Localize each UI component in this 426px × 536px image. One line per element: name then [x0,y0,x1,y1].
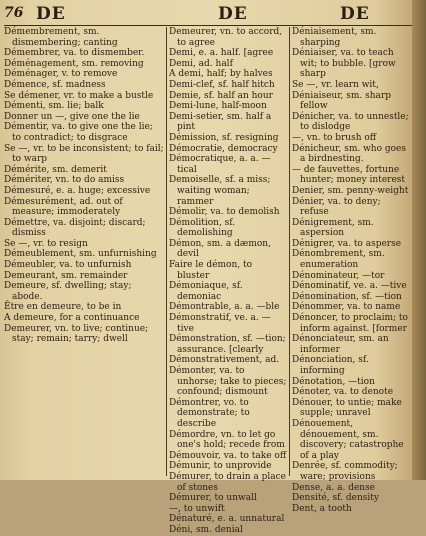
dictionary-entry: Démence, sf. madness [4,79,106,90]
dictionary-entry: Denier, sm. penny-weight [292,185,409,196]
dictionary-entry: Démontrer, vo. to demonstrate; to describe [169,397,250,429]
dictionary-entry: Dénominateur, —tor [292,270,385,281]
dictionary-entry: Déni, sm. denial [169,524,243,535]
dictionary-entry: Démolir, va. to demolish [169,207,280,218]
dictionary-entry: Dénaturé, e. a. unnatural [169,514,285,525]
dictionary-entry: Demeurant, sm. remainder [4,270,128,281]
dictionary-entry: Demeurer, vn. to accord, to agree [169,27,283,48]
dictionary-entry: Démission, sf. resigning [169,132,279,143]
dictionary-entry: Démesurément, ad. out of measure; immoderately [4,196,123,218]
dictionary-entry: Déménagement, sm. removing [4,58,144,69]
dictionary-entry: Demoiselle, sf. a miss; waiting woman; rammer [169,175,271,207]
dictionary-entry: Démesuré, e. a. huge; excessive [4,185,151,196]
running-header-left: DE [36,4,66,24]
dictionary-entry: Déménager, v. to remove [4,69,118,80]
dictionary-entry: Dénoter, va. to denote [292,387,394,398]
dictionary-entry: Démériter, vn. to do amiss [4,175,125,186]
dictionary-entry: Démenti, sm. lie; balk [4,101,104,112]
dictionary-entry: Dénouement, dénouement, sm. discovery; catastrophe of a play [292,418,404,461]
dictionary-entry: Demeurer, vn. to live; continue; stay; remain; tarry; dwell [4,323,149,345]
dictionary-entry: Dénoncer, to proclaim; to inform against. [former [292,313,408,334]
dictionary-entry: Déniaiser, va. to teach wit; to bubble. [grow sharp [292,48,396,80]
dictionary-entry: Faire le démon, to bluster [169,260,253,281]
dictionary-entry: Démocratique, a. a. —tical [169,154,271,175]
dictionary-entry: Démeubler, va. to unfurnish [4,260,132,271]
dictionary-entry: Démonter, va. to unhorse; take to pieces; confound; dismount [169,366,287,398]
dictionary-entry: Dénombrement, sm. enumeration [292,249,385,271]
dictionary-entry: —, vn. to brush off [292,132,377,143]
running-header-right: DE [340,4,370,24]
dictionary-entry: Densité, sf. density [292,493,379,504]
dictionary-entry: A demeure, for a continuance [4,313,140,324]
dictionary-entry: Démonstratif, ve. a. —tive [169,313,271,334]
dictionary-entry: Dénigrement, sm. aspersion [292,217,374,239]
dictionary-entry: Démordre, vn. to let go one's hold; recede from [169,429,285,451]
dictionary-entry: Donner un —, give one the lie [4,111,140,122]
dictionary-entry: Demi-setier, sm. half a pint [169,111,272,133]
dictionary-entry: Démeublement, sm. unfurnishing [4,249,157,260]
dictionary-entry: Démembrer, va. to dismember. [4,48,145,59]
dictionary-entry: Dent, a tooth [292,503,352,514]
column-left [4,27,164,478]
book-spine-shadow [412,0,426,480]
dictionary-entry: Démurer, to unwall [169,493,257,504]
dictionary-entry: Demi-clef, sf. half hitch [169,79,275,90]
dictionary-entry: Dénouer, to untie; make supple; unravel [292,397,402,419]
dictionary-entry: Dénonciateur, sm. an informer [292,334,389,355]
dictionary-entry: Dénominatif, ve. a. —tive [292,281,407,292]
dictionary-entry: Dénonciation, sf. informing [292,355,369,376]
dictionary-entry: Denrée, sf. commodity; ware; provisions [292,461,398,482]
dictionary-entry: Démontrable, a. a. —ble [169,302,280,313]
dictionary-entry: Démoniaque, sf. demoniac [169,281,243,302]
dictionary-entry: Démurer, to drain a place of stones [169,471,286,493]
dictionary-entry: Demi, e. a. half. [agree [169,48,274,59]
dictionary-entry: —, to unwift [169,503,225,514]
dictionary-entry: Déniaisement, sm. sharping [292,27,377,48]
page-number: 76 [4,5,24,21]
dictionary-entry: Demi, ad. half [169,58,233,69]
dictionary-entry: Démocratie, democracy [169,143,278,154]
dictionary-entry: Se —, vr. learn wit, [292,79,379,90]
dictionary-entry: Démon, sm. a dæmon, devil [169,238,271,260]
dictionary-entry: — de fauvettes, fortune hunter; money interest [292,164,406,186]
dictionary-entry: Démouvoir, va. to take off [169,450,287,461]
dictionary-entry: Dénotation, —tion [292,376,375,387]
dictionary-entry: Dénicher, va. to unnestle; to dislodge [292,111,409,133]
dictionary-entry: Demi-lune, half-moon [169,101,267,112]
dictionary-entry: Démettre, va. disjoint; discard; dismiss [4,217,146,239]
dictionary-entry: Démolition, sf. demolishing [169,217,236,239]
dictionary-entry: Démonstration, sf. —tion; assurance. [clearly [169,334,286,355]
dictionary-entry: Dénigrer, va. to asperse [292,238,402,249]
dictionary-entry: Demie, sf. half an hour [169,90,273,101]
dictionary-entry: Être en demeure, to be in [4,302,122,313]
dictionary-entry: Demeure, sf. dwelling; stay; abode. [4,281,132,302]
column-middle [169,27,287,535]
dictionary-entry: Se démener, vr. to make a bustle [4,90,154,101]
dictionary-entry: A demi, half; by halves [169,69,273,80]
column-divider [166,27,167,476]
dictionary-entry: Démembrement, sm. dismembering; canting [4,27,118,48]
running-header-middle: DE [218,4,248,24]
dictionary-entry: Déniaiseur, sm. sharp fellow [292,90,391,112]
dictionary-entry: Dénomination, sf. —tion [292,291,402,302]
dictionary-entry: Se —, vr. to resign [4,238,88,249]
dictionary-entry: Dénommer, va. to name [292,302,401,313]
dictionary-entry: Dénicheur, sm. who goes a birdnesting. [292,143,406,165]
dictionary-entry: Se —, vr. to be inconsistent; to fail; to warp [4,143,164,165]
dictionary-entry: Démunir, to unprovide [169,461,272,472]
column-right [292,27,412,514]
dictionary-entry: Démentir, va. to give one the lie; to contradict; to disgrace [4,122,153,143]
header-rule [4,25,412,26]
dictionary-entry: Démonstrativement, ad. [169,355,280,366]
column-divider [289,27,290,476]
dictionary-entry: Dénier, va. to deny; refuse [292,196,381,218]
dictionary-entry: Démérite, sm. demerit [4,164,107,175]
dictionary-entry: Dense, a. a. dense [292,482,376,493]
